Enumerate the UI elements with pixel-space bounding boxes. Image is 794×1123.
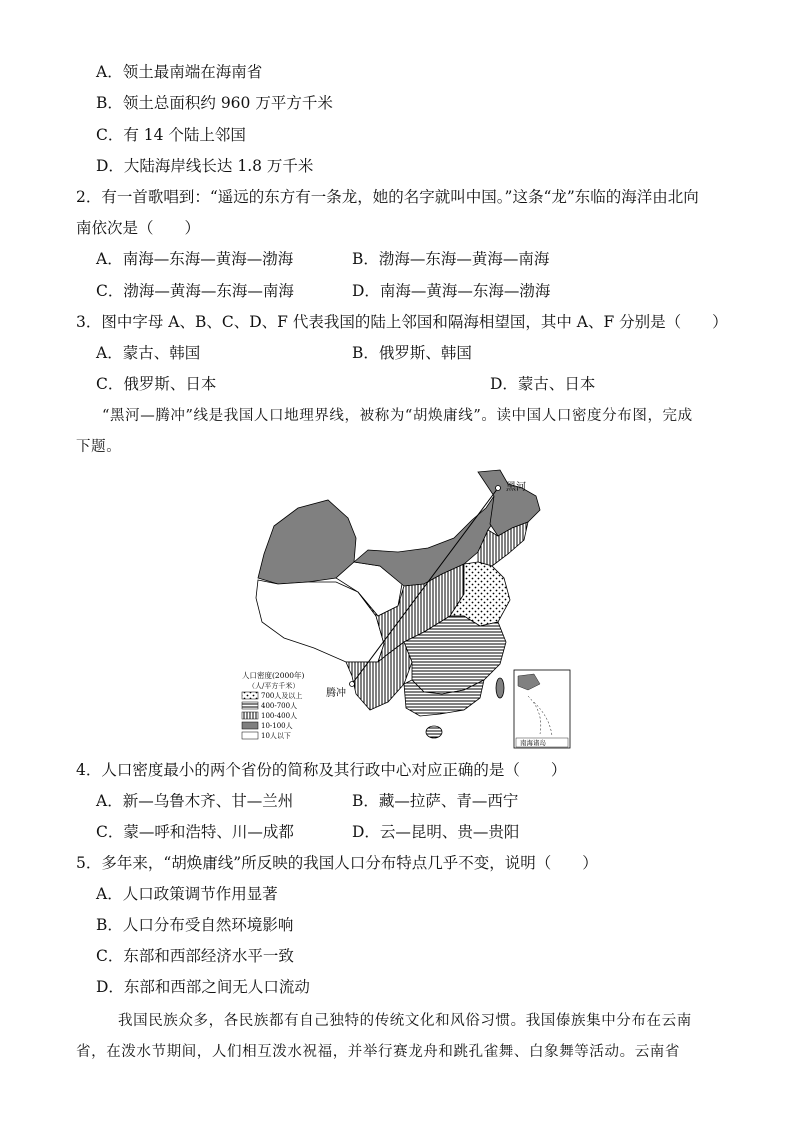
- q2-option-b: B．渤海—东海—黄海—南海: [352, 250, 550, 268]
- region-taiwan: [496, 678, 504, 698]
- population-density-map: [228, 466, 573, 751]
- q3-option-a: A．蒙古、韩国: [96, 344, 201, 362]
- q1-option-d: D．大陆海岸线长达 1.8 万千米: [96, 157, 314, 175]
- q4-option-b: B．藏—拉萨、青—西宁: [352, 792, 519, 810]
- q4-stem: 4．人口密度最小的两个省份的简称及其行政中心对应正确的是（ ）: [76, 761, 567, 779]
- q2-stem-line-2: 南依次是（ ）: [76, 219, 201, 237]
- legend-item-2: 400-700人: [261, 702, 298, 710]
- q5-stem: 5．多年来，“胡焕庸线”所反映的我国人口分布特点几乎不变，说明（ ）: [76, 854, 598, 872]
- q4-option-a: A．新—乌鲁木齐、甘—兰州: [96, 792, 294, 810]
- q2-stem-line-1: 2．有一首歌唱到：“遥远的东方有一条龙，她的名字就叫中国。”这条“龙”东临的海洋由北向: [76, 188, 699, 206]
- q2-option-a: A．南海—东海—黄海—渤海: [96, 250, 294, 268]
- q4-option-d: D．云—昆明、贵—贵阳: [352, 823, 520, 841]
- q3-stem: 3．图中字母 A、B、C、D、F 代表我国的陆上邻国和隔海相望国，其中 A、F 分别是（ ）: [76, 313, 728, 331]
- legend-item-4: 10-100人: [261, 722, 293, 730]
- q5-option-c: C．东部和西部经济水平一致: [96, 947, 294, 965]
- q1-option-b: B．领土总面积约 960 万平方千米: [96, 94, 333, 112]
- passage-1-line-2: 下题。: [76, 439, 122, 455]
- heihe-label: 黑河: [506, 482, 526, 493]
- q2-option-d: D．南海—黄海—东海—渤海: [352, 282, 551, 300]
- q3-option-c: C．俄罗斯、日本: [96, 375, 217, 393]
- south-china-sea-inset: [514, 670, 570, 748]
- passage-1-line-1: “黑河—腾冲”线是我国人口地理界线，被称为“胡焕庸线”。读中国人口密度分布图，完成: [102, 408, 693, 424]
- legend-item-3: 100-400人: [261, 712, 298, 720]
- region-xinjiang: [258, 500, 356, 584]
- q1-option-a: A．领土最南端在海南省: [96, 63, 263, 81]
- q4-option-c: C．蒙—呼和浩特、川—成都: [96, 823, 294, 841]
- q5-option-d: D．东部和西部之间无人口流动: [96, 978, 310, 996]
- legend-item-5: 10人以下: [261, 732, 291, 740]
- q2-option-c: C．渤海—黄海—东海—南海: [96, 282, 294, 300]
- q3-option-b: B．俄罗斯、韩国: [352, 344, 472, 362]
- legend-title: 人口密度(2000年): [242, 671, 305, 680]
- q1-option-c: C．有 14 个陆上邻国: [96, 126, 246, 144]
- legend-item-1: 700人及以上: [261, 692, 303, 700]
- passage-2-line-2: 省，在泼水节期间，人们相互泼水祝福，并举行赛龙舟和跳孔雀舞、白象舞等活动。云南省: [76, 1044, 680, 1060]
- heihe-point: [496, 486, 501, 491]
- q3-option-d: D．蒙古、日本: [490, 375, 596, 393]
- q5-option-a: A．人口政策调节作用显著: [96, 885, 278, 903]
- tengchong-label: 腾冲: [326, 688, 346, 699]
- passage-2-line-1: 我国民族众多，各民族都有自己独特的传统文化和风俗习惯。我国傣族集中分布在云南: [118, 1013, 692, 1029]
- tengchong-point: [350, 682, 355, 687]
- region-hainan: [426, 726, 442, 738]
- q5-option-b: B．人口分布受自然环境影响: [96, 916, 294, 934]
- map-legend: [242, 670, 305, 740]
- inset-label: 南海诸岛: [520, 739, 546, 747]
- legend-unit: （人/平方千米）: [248, 682, 300, 690]
